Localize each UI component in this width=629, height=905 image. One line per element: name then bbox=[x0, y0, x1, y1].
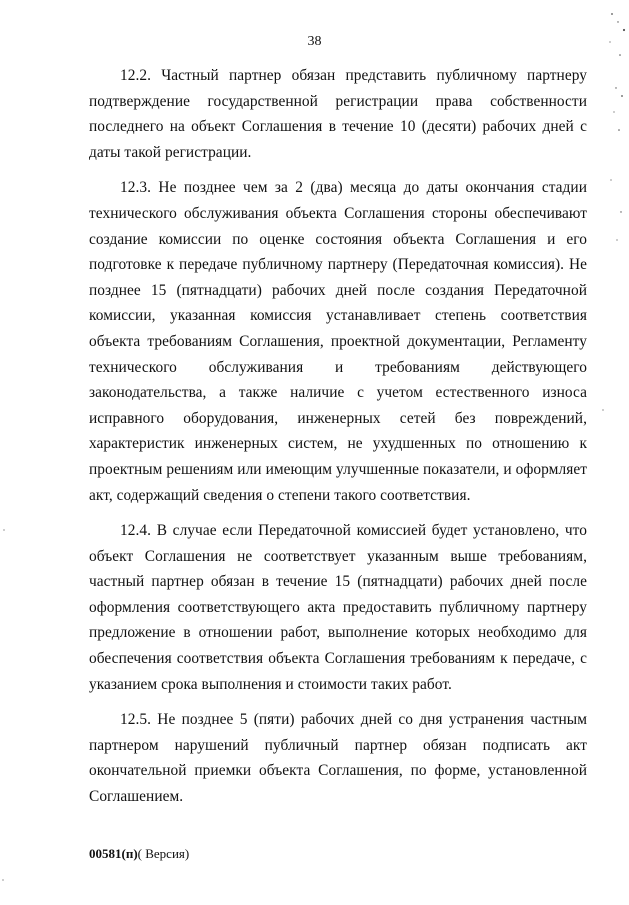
document-code: 00581(п) bbox=[89, 846, 138, 861]
clause-12-3: 12.3. Не позднее чем за 2 (два) месяца до даты окончания стадии технического обслуживания объекта Соглашения стороны обеспечивают создание комиссии по оценке состояния объекта Соглашения и его подготовке к передаче публичному партнеру (Передаточная комиссия). Не позднее 15 (пятнадцати) рабочих дней после создания Передаточной комиссии, указанная комиссия устанавливает степень соответствия объекта требованиям Соглашения, проектной документации, Регламенту технического обслуживания и требованиям действующего законодательства, а также наличие с учетом естественного износа исправного оборудования, инженерных сетей без повреждений, характеристик инженерных систем, не ухудшенных по отношению к проектным решениям или имеющим улучшенные показатели, и оформляет акт, содержащий сведения о степени такого соответствия. bbox=[89, 179, 587, 504]
page-number: 38 bbox=[307, 34, 322, 49]
document-body bbox=[89, 63, 587, 820]
clause-12-2: 12.2. Частный партнер обязан представить публичному партнеру подтверждение государственной регистрации права собственности последнего на объект Соглашения в течение 10 (десяти) рабочих дней с даты такой регистрации. bbox=[89, 67, 587, 161]
document-footer bbox=[89, 846, 189, 862]
clause-12-4: 12.4. В случае если Передаточной комиссией будет установлено, что объект Соглашения не соответствует указанным выше требованиям, частный партнер обязан в течение 15 (пятнадцати) рабочих дней после оформления соответствующего акта предоставить публичному партнеру предложение в отношении работ, выполнение которых необходимо для обеспечения соответствия объекта Соглашения требованиям к передаче, с указанием срока выполнения и стоимости таких работ. bbox=[89, 522, 587, 693]
version-label: ( Версия) bbox=[137, 846, 190, 861]
clause-12-5: 12.5. Не позднее 5 (пяти) рабочих дней со дня устранения частным партнером нарушений публичный партнер обязан подписать акт окончательной приемки объекта Соглашения, по форме, установленной Соглашением. bbox=[89, 711, 587, 806]
